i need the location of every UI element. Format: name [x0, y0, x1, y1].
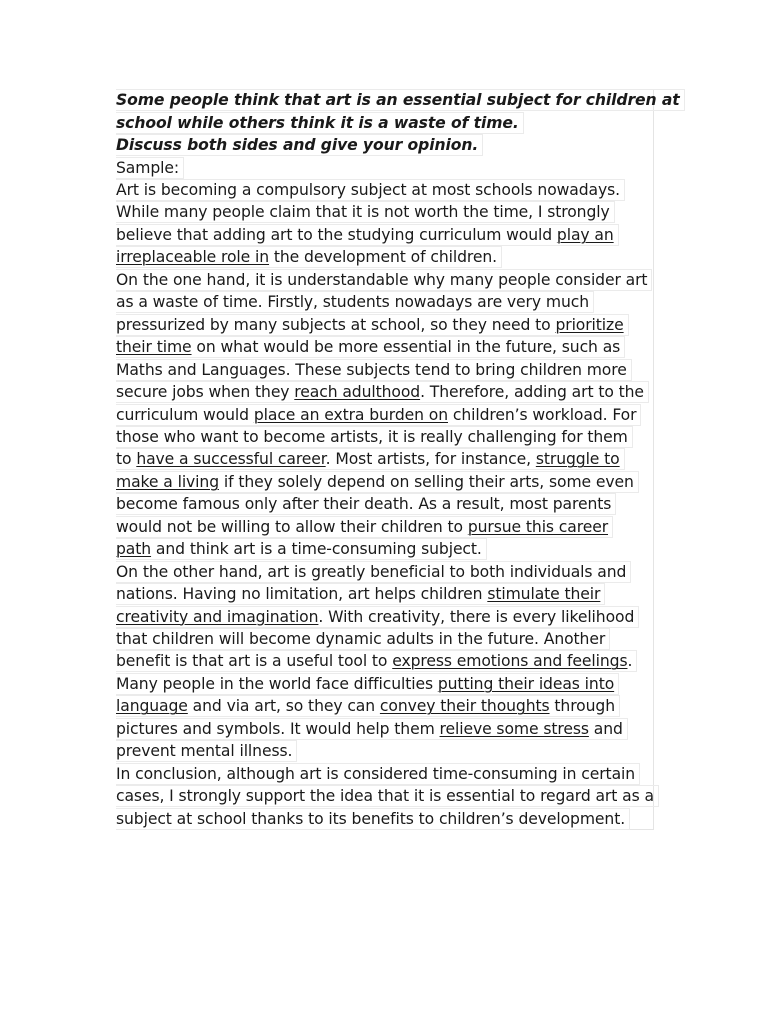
text-segment: become famous only after their death. As a result, most parents [116, 495, 612, 514]
essay-line-text [116, 628, 610, 650]
text-segment: subject at school thanks to its benefits to children’s development. [116, 809, 626, 828]
essay-line [116, 606, 639, 628]
essay-line [116, 314, 629, 336]
essay-line [116, 695, 620, 717]
underlined-phrase: have a successful career [136, 450, 326, 469]
underlined-phrase: play an [556, 225, 614, 244]
essay-line [116, 269, 652, 291]
text-segment: cases, I strongly support the idea that it is essential to regard art as a [116, 787, 654, 806]
underlined-phrase: creativity and imagination [116, 607, 319, 626]
essay-line-text [116, 808, 630, 830]
essay-line [116, 808, 630, 830]
text-segment: . [627, 652, 633, 671]
essay-line-text [116, 583, 605, 605]
essay-line-text [116, 516, 613, 538]
underlined-phrase: language [116, 697, 188, 716]
essay-line [116, 471, 639, 493]
essay-text-block [116, 89, 680, 830]
essay-line-text [116, 471, 639, 493]
essay-line [116, 359, 632, 381]
essay-line [116, 404, 641, 426]
underlined-phrase: relieve some stress [439, 719, 589, 738]
text-segment: On the other hand, art is greatly beneficial to both individuals and [116, 562, 627, 581]
underlined-phrase: express emotions and feelings [392, 652, 628, 671]
essay-line [116, 538, 487, 560]
text-segment: the development of children. [269, 248, 497, 267]
text-segment: . Therefore, adding art to the [420, 383, 644, 402]
essay-line-text [116, 201, 615, 223]
essay-line-text [116, 538, 487, 560]
sample-label-line [116, 157, 184, 179]
essay-line-text [116, 650, 637, 672]
essay-line-text [116, 695, 620, 717]
underlined-phrase: stimulate their [487, 585, 601, 604]
essay-line-text [116, 269, 652, 291]
essay-line-text [116, 246, 502, 268]
underlined-phrase: pursue this career [467, 517, 609, 536]
essay-line-text [116, 785, 659, 807]
prompt-text-3: Discuss both sides and give your opinion. [116, 134, 483, 156]
underlined-phrase: reach adulthood [294, 383, 421, 402]
text-segment: curriculum would [116, 405, 254, 424]
essay-line-text [116, 359, 632, 381]
essay-line [116, 381, 649, 403]
text-segment: on what would be more essential in the future, such as [191, 338, 621, 357]
prompt-line-2 [116, 112, 524, 134]
essay-line [116, 583, 605, 605]
essay-line-text [116, 336, 625, 358]
text-segment: Maths and Languages. These subjects tend to bring children more [116, 360, 627, 379]
text-segment: and via art, so they can [187, 697, 380, 716]
essay-line [116, 673, 619, 695]
essay-line [116, 201, 615, 223]
essay-line-text [116, 448, 625, 470]
underlined-phrase: make a living [116, 472, 219, 491]
prompt-line-1 [116, 89, 685, 111]
essay-line-text [116, 606, 639, 628]
essay-line [116, 718, 628, 740]
sample-label: Sample: [116, 157, 184, 179]
essay-line [116, 336, 625, 358]
essay-line-text [116, 718, 628, 740]
essay-line-text [116, 561, 631, 583]
underlined-phrase: prioritize [555, 315, 624, 334]
text-segment: . With creativity, there is every likelihood [318, 607, 635, 626]
essay-line [116, 224, 619, 246]
text-segment: those who want to become artists, it is really challenging for them [116, 427, 628, 446]
underlined-phrase: convey their thoughts [379, 697, 550, 716]
text-segment: and [588, 719, 623, 738]
underlined-phrase: path [116, 540, 152, 559]
text-segment: secure jobs when they [116, 383, 295, 402]
underlined-phrase: putting their ideas into [437, 674, 615, 693]
text-segment: as a waste of time. Firstly, students nowadays are very much [116, 293, 589, 312]
text-segment: pictures and symbols. It would help them [116, 719, 440, 738]
essay-line-text [116, 740, 297, 762]
essay-line [116, 516, 613, 538]
essay-line-text [116, 179, 625, 201]
essay-line [116, 448, 625, 470]
text-segment: On the one hand, it is understandable why many people consider art [116, 270, 648, 289]
essay-line-text [116, 224, 619, 246]
prompt-text-1: Some people think that art is an essential subject for children at [116, 89, 685, 111]
text-segment: would not be willing to allow their children to [116, 517, 468, 536]
prompt-text-2: school while others think it is a waste of time. [116, 112, 524, 134]
underlined-phrase: irreplaceable role in [116, 248, 270, 267]
essay-line [116, 493, 616, 515]
essay-line-text [116, 673, 619, 695]
essay-line [116, 785, 659, 807]
text-segment: if they solely depend on selling their arts, some even [219, 472, 634, 491]
text-segment: benefit is that art is a useful tool to [116, 652, 393, 671]
essay-line [116, 628, 610, 650]
text-segment: to [116, 450, 137, 469]
text-segment: pressurized by many subjects at school, so they need to [116, 315, 556, 334]
essay-line-text [116, 291, 594, 313]
essay-line-text [116, 314, 629, 336]
text-segment: . Most artists, for instance, [325, 450, 536, 469]
essay-line-text [116, 493, 616, 515]
underlined-phrase: their time [116, 338, 192, 357]
essay-line [116, 179, 625, 201]
essay-line [116, 246, 502, 268]
essay-line [116, 561, 631, 583]
essay-line [116, 650, 637, 672]
text-segment: believe that adding art to the studying curriculum would [116, 225, 557, 244]
underlined-phrase: place an extra burden on [253, 405, 448, 424]
essay-line-text [116, 763, 640, 785]
text-segment: While many people claim that it is not worth the time, I strongly [116, 203, 610, 222]
underlined-phrase: struggle to [535, 450, 620, 469]
text-segment: Art is becoming a compulsory subject at most schools nowadays. [116, 181, 621, 199]
text-segment: nations. Having no limitation, art helps children [116, 585, 488, 604]
text-segment: prevent mental illness. [116, 742, 293, 761]
essay-line [116, 291, 594, 313]
text-segment: and think art is a time-consuming subject. [151, 540, 482, 559]
essay-line [116, 740, 297, 762]
essay-line-text [116, 404, 641, 426]
text-segment: In conclusion, although art is considered time-consuming in certain [116, 764, 636, 783]
essay-line [116, 763, 640, 785]
essay-line [116, 426, 633, 448]
text-segment: that children will become dynamic adults in the future. Another [116, 630, 606, 648]
prompt-line-3 [116, 134, 483, 156]
text-segment: through [549, 697, 615, 716]
text-segment: Many people in the world face difficulties [116, 674, 438, 693]
text-segment: children’s workload. For [448, 405, 637, 424]
essay-line-text [116, 381, 649, 403]
essay-line-text [116, 426, 633, 448]
